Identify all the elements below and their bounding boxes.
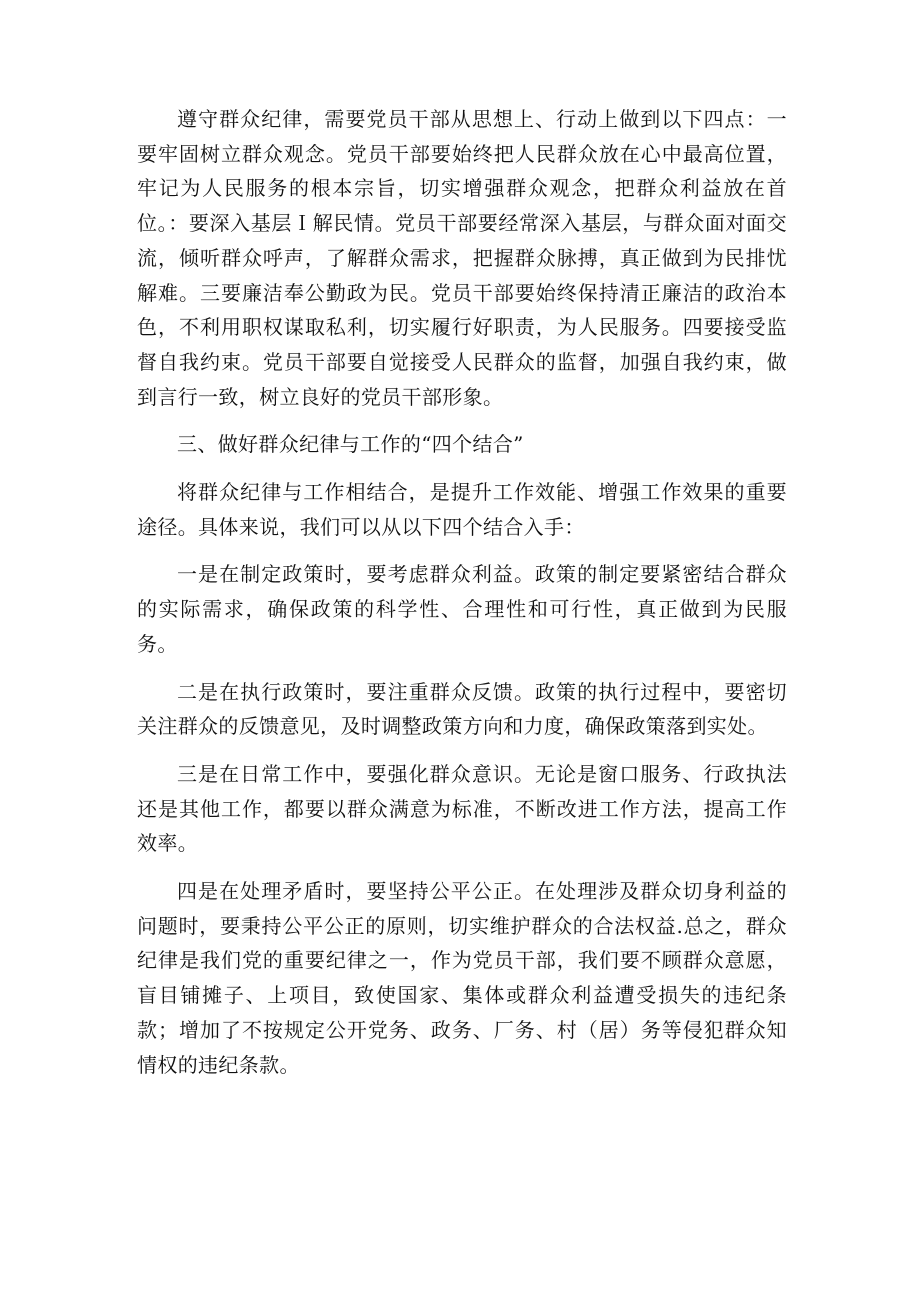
- paragraph-discipline-four-points: 遵守群众纪律，需要党员干部从思想上、行动上做到以下四点：一要牢固树立群众观念。党员干部要始终把人民群众放在心中最高位置，牢记为人民服务的根本宗旨，切实增强群众观念，把群众利益放在首位。：要深入基层Ｉ解民情。党员干部要经常深入基层，与群众面对面交流，倾听群众呼声，了解群众需求，把握群众脉搏，真正做到为民排忧解难。三要廉洁奉公勤政为民。党员干部要始终保持清正廉洁的政治本色，不利用职权谋取私利，切实履行好职责，为人民服务。四要接受监督自我约束。党员干部要自觉接受人民群众的监督，加强自我约束，做到言行一致，树立良好的党员干部形象。: [137, 107, 787, 409]
- section-heading-four-combinations: 三、做好群众纪律与工作的“四个结合”: [177, 432, 524, 457]
- document-body: [137, 102, 787, 1082]
- paragraph-policy-making: 一是在制定政策时，要考虑群众利益。政策的制定要紧密结合群众的实际需求，确保政策的科学性、合理性和可行性，真正做到为民服务。: [137, 562, 787, 656]
- paragraph-conflict-handling: 四是在处理矛盾时，要坚持公平公正。在处理涉及群众切身利益的问题时，要秉持公平公正的原则，切实维护群众的合法权益.总之，群众纪律是我们党的重要纪律之一，作为党员干部，我们要不顾群众意愿，盲目铺摊子、上项目，致使国家、集体或群众利益遭受损失的违纪条款；增加了不按规定公开党务、政务、厂务、村（居）务等侵犯群众知情权的违纪条款。: [137, 879, 787, 1077]
- paragraph-policy-execution: 二是在执行政策时，要注重群众反馈。政策的执行过程中，要密切关注群众的反馈意见，及时调整政策方向和力度，确保政策落到实处。: [137, 679, 787, 739]
- paragraph-combination-intro: 将群众纪律与工作相结合，是提升工作效能、增强工作效果的重要途径。具体来说，我们可以从以下四个结合入手：: [137, 480, 787, 539]
- paragraph-daily-work: 三是在日常工作中，要强化群众意识。无论是窗口服务、行政执法还是其他工作，都要以群众满意为标准，不断改进工作方法，提高工作效率。: [137, 761, 787, 856]
